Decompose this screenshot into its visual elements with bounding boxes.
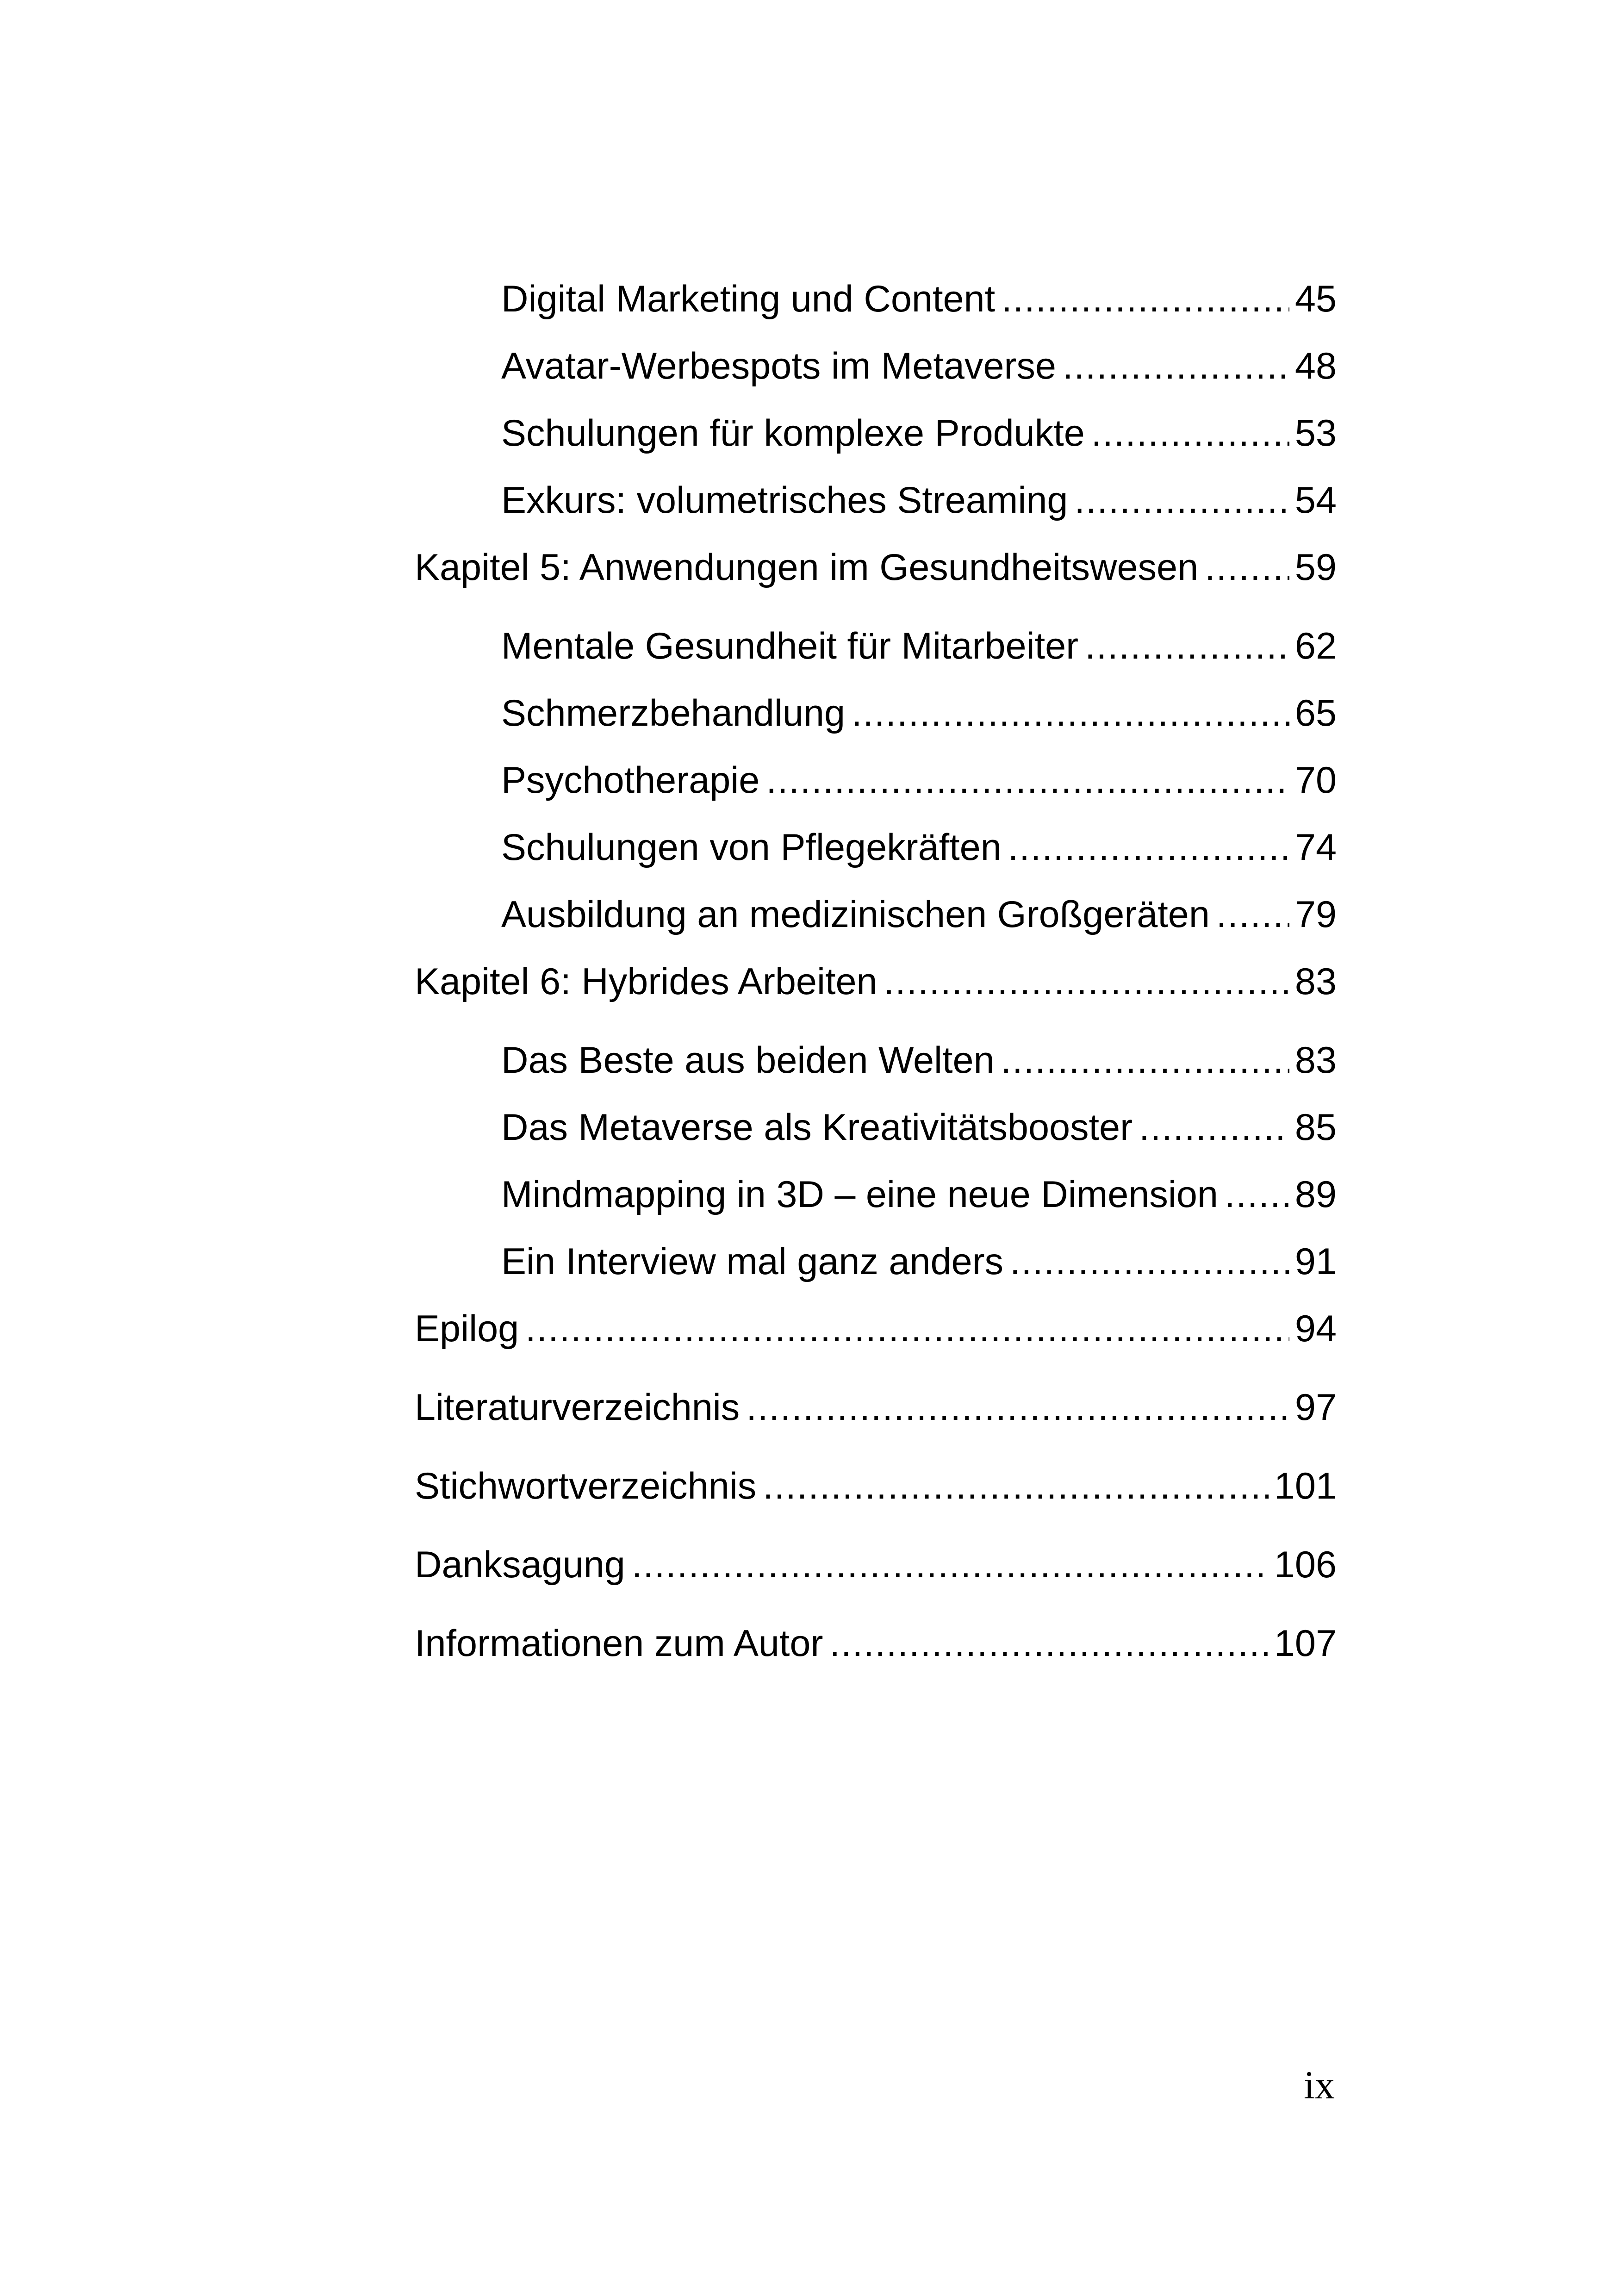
toc-entry-page: 59 [1294, 547, 1337, 588]
toc-entry-title: Informationen zum Autor [415, 1623, 823, 1664]
toc-entry[interactable] [501, 1169, 1337, 1220]
toc-entry-title: Epilog [415, 1308, 519, 1350]
dot-leader [1216, 889, 1289, 940]
dot-leader [1091, 408, 1289, 459]
dot-leader [1008, 822, 1289, 873]
toc-entry-page: 89 [1294, 1174, 1337, 1215]
dot-leader [1001, 1035, 1289, 1086]
dot-leader [884, 956, 1289, 1007]
toc-entry-page: 74 [1294, 827, 1337, 868]
toc-chapter-entry[interactable] [415, 1303, 1337, 1354]
toc-entry-title: Kapitel 6: Hybrides Arbeiten [415, 961, 877, 1002]
toc-entry[interactable] [501, 1236, 1337, 1287]
toc-chapter-entry[interactable] [415, 1461, 1337, 1512]
toc-entry-page: 45 [1294, 278, 1337, 320]
toc-entry-title: Das Metaverse als Kreativitätsbooster [501, 1107, 1133, 1148]
toc-entry-title: Das Beste aus beiden Welten [501, 1039, 995, 1081]
dot-leader [1225, 1169, 1289, 1220]
dot-leader [746, 1382, 1289, 1433]
toc-entry-title: Psychotherapie [501, 759, 760, 801]
toc-entry-page: 79 [1294, 894, 1337, 935]
dot-leader [632, 1539, 1269, 1590]
toc-entry[interactable] [501, 475, 1337, 526]
dot-leader [1063, 341, 1289, 392]
toc-entry-page: 106 [1274, 1544, 1337, 1586]
toc-entry-page: 54 [1294, 479, 1337, 521]
toc-entry-page: 53 [1294, 412, 1337, 454]
toc-chapter-entry[interactable] [415, 1618, 1337, 1669]
dot-leader [1139, 1102, 1289, 1153]
page-number: ix [1304, 2063, 1335, 2107]
toc-entry-title: Schulungen für komplexe Produkte [501, 412, 1085, 454]
toc-entry-page: 85 [1294, 1107, 1337, 1148]
dot-leader [1010, 1236, 1289, 1287]
toc-entry-page: 91 [1294, 1241, 1337, 1282]
toc-entry-page: 97 [1294, 1387, 1337, 1428]
toc-entry-title: Mentale Gesundheit für Mitarbeiter [501, 625, 1079, 667]
toc-entry[interactable] [501, 621, 1337, 672]
toc-entry-page: 94 [1294, 1308, 1337, 1350]
toc-entry-title: Avatar-Werbespots im Metaverse [501, 345, 1056, 387]
toc-entry[interactable] [501, 274, 1337, 324]
toc-entry-title: Exkurs: volumetrisches Streaming [501, 479, 1068, 521]
dot-leader [766, 755, 1289, 806]
toc-entry-title: Kapitel 5: Anwendungen im Gesundheitswesen [415, 547, 1199, 588]
toc-entry-title: Schmerzbehandlung [501, 692, 846, 734]
dot-leader [1085, 621, 1289, 672]
dot-leader [763, 1461, 1269, 1512]
toc-chapter-entry[interactable] [415, 542, 1337, 593]
toc-entry-title: Schulungen von Pflegekräften [501, 827, 1002, 868]
toc-chapter-entry[interactable] [415, 956, 1337, 1007]
toc-entry-title: Danksagung [415, 1544, 625, 1586]
toc-entry-title: Mindmapping in 3D – eine neue Dimension [501, 1174, 1218, 1215]
toc-entry[interactable] [501, 1102, 1337, 1153]
toc-entry-page: 83 [1294, 1039, 1337, 1081]
toc-entry-title: Digital Marketing und Content [501, 278, 996, 320]
toc-entry[interactable] [501, 1035, 1337, 1086]
toc-entry-page: 101 [1274, 1465, 1337, 1507]
toc-entry-page: 62 [1294, 625, 1337, 667]
toc-entry-page: 70 [1294, 759, 1337, 801]
toc-entry-title: Ausbildung an medizinischen Großgeräten [501, 894, 1210, 935]
toc-entry[interactable] [501, 755, 1337, 806]
toc-chapter-entry[interactable] [415, 1382, 1337, 1433]
toc-entry-page: 107 [1274, 1623, 1337, 1664]
toc-entry-page: 48 [1294, 345, 1337, 387]
toc-entry-page: 83 [1294, 961, 1337, 1002]
toc-entry[interactable] [501, 822, 1337, 873]
dot-leader [1074, 475, 1289, 526]
toc-chapter-entry[interactable] [415, 1539, 1337, 1590]
dot-leader [1205, 542, 1289, 593]
dot-leader [852, 688, 1289, 739]
dot-leader [1002, 274, 1289, 324]
toc-entry-title: Stichwortverzeichnis [415, 1465, 757, 1507]
toc-entry-title: Literaturverzeichnis [415, 1387, 740, 1428]
toc-entry[interactable] [501, 889, 1337, 940]
dot-leader [525, 1303, 1289, 1354]
toc-entry[interactable] [501, 688, 1337, 739]
toc-entry-title: Ein Interview mal ganz anders [501, 1241, 1004, 1282]
toc-entry-page: 65 [1294, 692, 1337, 734]
toc-entry[interactable] [501, 408, 1337, 459]
toc-entry[interactable] [501, 341, 1337, 392]
dot-leader [829, 1618, 1268, 1669]
